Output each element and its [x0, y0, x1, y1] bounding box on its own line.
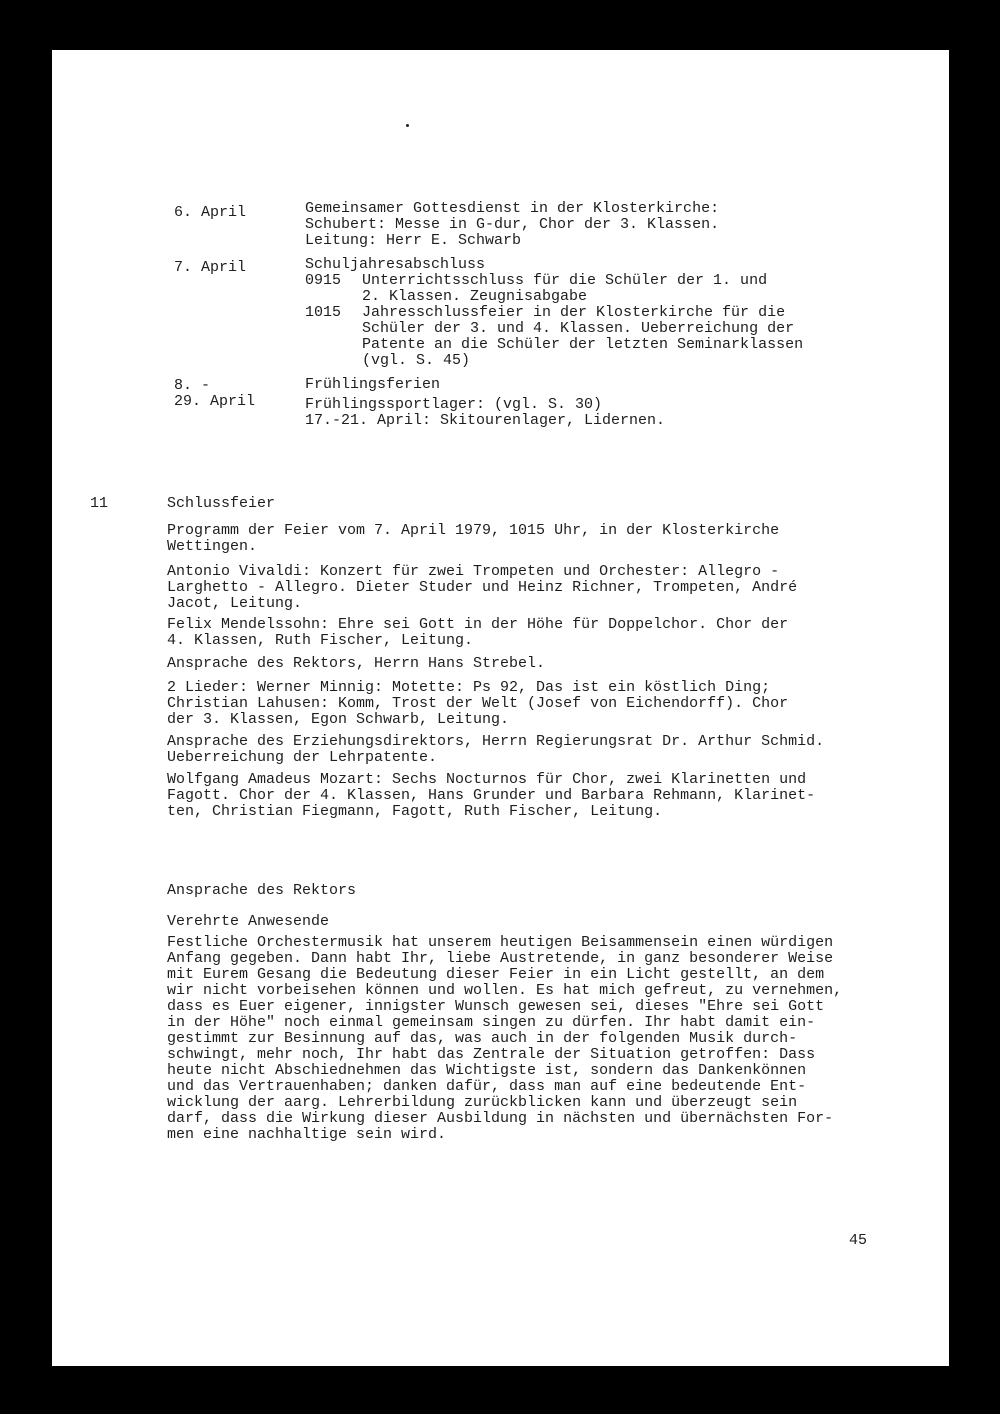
program-line: Christian Lahusen: Komm, Trost der Welt (Josef von Eichendorff). Chor — [167, 695, 789, 712]
schedule-line: Gemeinsamer Gottesdienst in der Klosterkirche: — [305, 200, 720, 217]
program-line: Wolfgang Amadeus Mozart: Sechs Nocturnos für Chor, zwei Klarinetten und — [167, 771, 807, 788]
speech-line: Anfang gegeben. Dann habt Ihr, liebe Austretende, in ganz besonderer Weise — [167, 950, 834, 967]
schedule-date: 29. April — [174, 393, 256, 410]
speech-line: wicklung der aarg. Lehrerbildung zurückblicken kann und überzeugt sein — [167, 1094, 798, 1111]
speech-salutation: Verehrte Anwesende — [167, 913, 330, 930]
program-line: Programm der Feier vom 7. April 1979, 1015 Uhr, in der Klosterkirche — [167, 522, 780, 539]
program-line: 2 Lieder: Werner Minnig: Motette: Ps 92, Das ist ein köstlich Ding; — [167, 679, 771, 696]
schedule-line: Unterrichtsschluss für die Schüler der 1. und — [362, 272, 768, 289]
program-line: Larghetto - Allegro. Dieter Studer und Heinz Richner, Trompeten, André — [167, 579, 798, 596]
speech-title: Ansprache des Rektors — [167, 882, 357, 899]
program-line: 4. Klassen, Ruth Fischer, Leitung. — [167, 632, 474, 649]
program-line: Antonio Vivaldi: Konzert für zwei Trompeten und Orchester: Allegro - — [167, 563, 780, 580]
speech-line: in der Höhe" noch einmal gemeinsam singen zu dürfen. Ihr habt damit ein- — [167, 1014, 816, 1031]
program-line: Fagott. Chor der 4. Klassen, Hans Grunder und Barbara Rehmann, Klarinet- — [167, 787, 816, 804]
speech-line: gestimmt zur Besinnung auf das, was auch in der folgenden Musik durch- — [167, 1030, 798, 1047]
schedule-line: Patente an die Schüler der letzten Seminarklassen — [362, 336, 804, 353]
speech-line: wir nicht vorbeisehen können und wollen. Es hat mich gefreut, zu vernehmen, — [167, 982, 843, 999]
speech-line: men eine nachhaltige sein wird. — [167, 1126, 447, 1143]
program-line: Ueberreichung der Lehrpatente. — [167, 749, 438, 766]
program-line: ten, Christian Fiegmann, Fagott, Ruth Fischer, Leitung. — [167, 803, 663, 820]
speech-line: und das Vertrauenhaben; danken dafür, dass man auf eine bedeutende Ent- — [167, 1078, 807, 1095]
schedule-line: Frühlingssportlager: (vgl. S. 30) — [305, 396, 603, 413]
schedule-line: 17.-21. April: Skitourenlager, Lidernen. — [305, 412, 666, 429]
schedule-line: Schuljahresabschluss — [305, 256, 486, 273]
speech-line: Festliche Orchestermusik hat unserem heutigen Beisammensein einen würdigen — [167, 934, 834, 951]
schedule-date: 6. April — [174, 204, 247, 221]
program-line: Wettingen. — [167, 538, 258, 555]
speech-line: mit Eurem Gesang die Bedeutung dieser Feier in ein Licht gestellt, an dem — [167, 966, 825, 983]
program-line: Ansprache des Erziehungsdirektors, Herrn Regierungsrat Dr. Arthur Schmid. — [167, 733, 825, 750]
schedule-line: Schubert: Messe in G-dur, Chor der 3. Klassen. — [305, 216, 720, 233]
schedule-line: 2. Klassen. Zeugnisabgabe — [362, 288, 588, 305]
section-title: Schlussfeier — [167, 495, 276, 512]
program-line: Jacot, Leitung. — [167, 595, 303, 612]
page-number: 45 — [849, 1232, 868, 1249]
schedule-line: (vgl. S. 45) — [362, 352, 471, 369]
schedule-line: Schüler der 3. und 4. Klassen. Ueberreichung der — [362, 320, 795, 337]
section-number: 11 — [90, 495, 109, 512]
speck-mark — [406, 124, 409, 127]
program-line: Ansprache des Rektors, Herrn Hans Strebel. — [167, 655, 546, 672]
schedule-line: Jahresschlussfeier in der Klosterkirche für die — [362, 304, 786, 321]
speech-line: darf, dass die Wirkung dieser Ausbildung in nächsten und übernächsten For- — [167, 1110, 834, 1127]
schedule-time: 0915 — [305, 272, 342, 289]
schedule-line: Frühlingsferien — [305, 376, 441, 393]
program-line: Felix Mendelssohn: Ehre sei Gott in der Höhe für Doppelchor. Chor der — [167, 616, 789, 633]
schedule-date: 8. - — [174, 377, 211, 394]
schedule-line: Leitung: Herr E. Schwarb — [305, 232, 522, 249]
program-line: der 3. Klassen, Egon Schwarb, Leitung. — [167, 711, 510, 728]
schedule-date: 7. April — [174, 259, 247, 276]
schedule-time: 1015 — [305, 304, 342, 321]
speech-line: schwingt, mehr noch, Ihr habt das Zentrale der Situation getroffen: Dass — [167, 1046, 816, 1063]
speech-line: dass es Euer eigener, innigster Wunsch gewesen sei, dieses "Ehre sei Gott — [167, 998, 825, 1015]
speech-line: heute nicht Abschiednehmen das Wichtigste ist, sondern das Dankenkönnen — [167, 1062, 807, 1079]
